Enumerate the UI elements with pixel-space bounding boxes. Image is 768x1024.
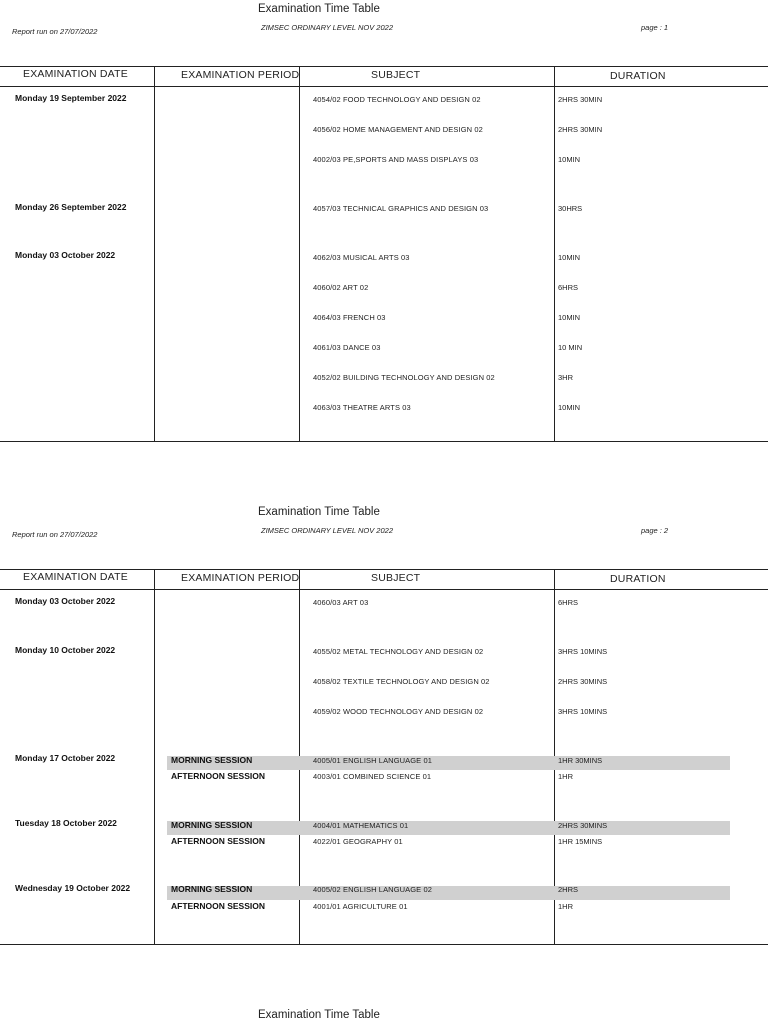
exam-date: Tuesday 18 October 2022 [15, 818, 117, 828]
column-divider [554, 66, 555, 442]
subject-entry: 4063/03 THEATRE ARTS 03 [313, 403, 411, 412]
exam-date: Monday 17 October 2022 [15, 753, 116, 763]
subject-entry: 4061/03 DANCE 03 [313, 343, 381, 352]
subject-entry: 4060/03 ART 03 [313, 598, 369, 607]
duration-entry: 2HRS 30MIN [558, 125, 603, 134]
page-title: Examination Time Table [258, 1009, 380, 1021]
duration-entry: 2HRS 30MINS [558, 821, 608, 830]
exam-subtitle: ZIMSEC ORDINARY LEVEL NOV 2022 [261, 23, 393, 32]
exam-date: Monday 03 October 2022 [15, 250, 116, 260]
duration-entry: 1HR 15MINS [558, 837, 603, 846]
subject-entry: 4004/01 MATHEMATICS 01 [313, 821, 409, 830]
column-divider [299, 66, 300, 442]
column-header-period: EXAMINATION PERIOD [181, 572, 300, 584]
report-run-date: Report run on 27/07/2022 [12, 530, 98, 539]
duration-entry: 30HRS [558, 204, 583, 213]
table-bottom-border [0, 944, 768, 945]
subject-entry: 4005/01 ENGLISH LANGUAGE 01 [313, 756, 433, 765]
duration-entry: 2HRS [558, 885, 579, 894]
page-title: Examination Time Table [258, 506, 380, 518]
subject-entry: 4002/03 PE,SPORTS AND MASS DISPLAYS 03 [313, 155, 479, 164]
duration-entry: 10MIN [558, 313, 581, 322]
column-header-duration: DURATION [610, 573, 666, 585]
duration-entry: 10 MIN [558, 343, 583, 352]
duration-entry: 6HRS [558, 598, 579, 607]
column-divider [154, 66, 155, 442]
subject-entry: 4064/03 FRENCH 03 [313, 313, 386, 322]
duration-entry: 3HRS 10MINS [558, 647, 608, 656]
table-bottom-border [0, 441, 768, 442]
duration-entry: 1HR [558, 902, 574, 911]
session-label: AFTERNOON SESSION [171, 836, 265, 846]
table-top-border [0, 66, 768, 67]
duration-entry: 1HR 30MINS [558, 756, 603, 765]
column-header-period: EXAMINATION PERIOD [181, 69, 300, 81]
duration-entry: 2HRS 30MIN [558, 95, 603, 104]
subject-entry: 4059/02 WOOD TECHNOLOGY AND DESIGN 02 [313, 707, 484, 716]
subject-entry: 4058/02 TEXTILE TECHNOLOGY AND DESIGN 02 [313, 677, 490, 686]
session-label: AFTERNOON SESSION [171, 901, 265, 911]
duration-entry: 10MIN [558, 253, 581, 262]
session-label: MORNING SESSION [171, 755, 253, 765]
exam-subtitle: ZIMSEC ORDINARY LEVEL NOV 2022 [261, 526, 393, 535]
column-header-subject: SUBJECT [371, 69, 421, 81]
subject-entry: 4005/02 ENGLISH LANGUAGE 02 [313, 885, 433, 894]
subject-entry: 4060/02 ART 02 [313, 283, 369, 292]
duration-entry: 10MIN [558, 403, 581, 412]
session-label: AFTERNOON SESSION [171, 771, 265, 781]
subject-entry: 4055/02 METAL TECHNOLOGY AND DESIGN 02 [313, 647, 484, 656]
column-divider [154, 569, 155, 945]
duration-entry: 2HRS 30MINS [558, 677, 608, 686]
duration-entry: 3HR [558, 373, 574, 382]
subject-entry: 4054/02 FOOD TECHNOLOGY AND DESIGN 02 [313, 95, 481, 104]
page-title: Examination Time Table [258, 3, 380, 15]
exam-date: Monday 19 September 2022 [15, 93, 127, 103]
duration-entry: 10MIN [558, 155, 581, 164]
column-header-subject: SUBJECT [371, 572, 421, 584]
subject-entry: 4052/02 BUILDING TECHNOLOGY AND DESIGN 02 [313, 373, 495, 382]
exam-date: Monday 10 October 2022 [15, 645, 116, 655]
subject-entry: 4056/02 HOME MANAGEMENT AND DESIGN 02 [313, 125, 483, 134]
column-header-date: EXAMINATION DATE [23, 68, 128, 80]
header-bottom-border [0, 589, 768, 590]
subject-entry: 4003/01 COMBINED SCIENCE 01 [313, 772, 432, 781]
header-bottom-border [0, 86, 768, 87]
report-run-date: Report run on 27/07/2022 [12, 27, 98, 36]
page-number: page : 1 [641, 23, 669, 32]
exam-date: Monday 26 September 2022 [15, 202, 127, 212]
duration-entry: 6HRS [558, 283, 579, 292]
duration-entry: 3HRS 10MINS [558, 707, 608, 716]
duration-entry: 1HR [558, 772, 574, 781]
subject-entry: 4022/01 GEOGRAPHY 01 [313, 837, 403, 846]
page-number: page : 2 [641, 526, 669, 535]
subject-entry: 4057/03 TECHNICAL GRAPHICS AND DESIGN 03 [313, 204, 489, 213]
column-header-duration: DURATION [610, 70, 666, 82]
table-top-border [0, 569, 768, 570]
session-label: MORNING SESSION [171, 820, 253, 830]
column-header-date: EXAMINATION DATE [23, 571, 128, 583]
exam-date: Wednesday 19 October 2022 [15, 883, 131, 893]
exam-date: Monday 03 October 2022 [15, 596, 116, 606]
subject-entry: 4062/03 MUSICAL ARTS 03 [313, 253, 410, 262]
subject-entry: 4001/01 AGRICULTURE 01 [313, 902, 408, 911]
session-label: MORNING SESSION [171, 884, 253, 894]
